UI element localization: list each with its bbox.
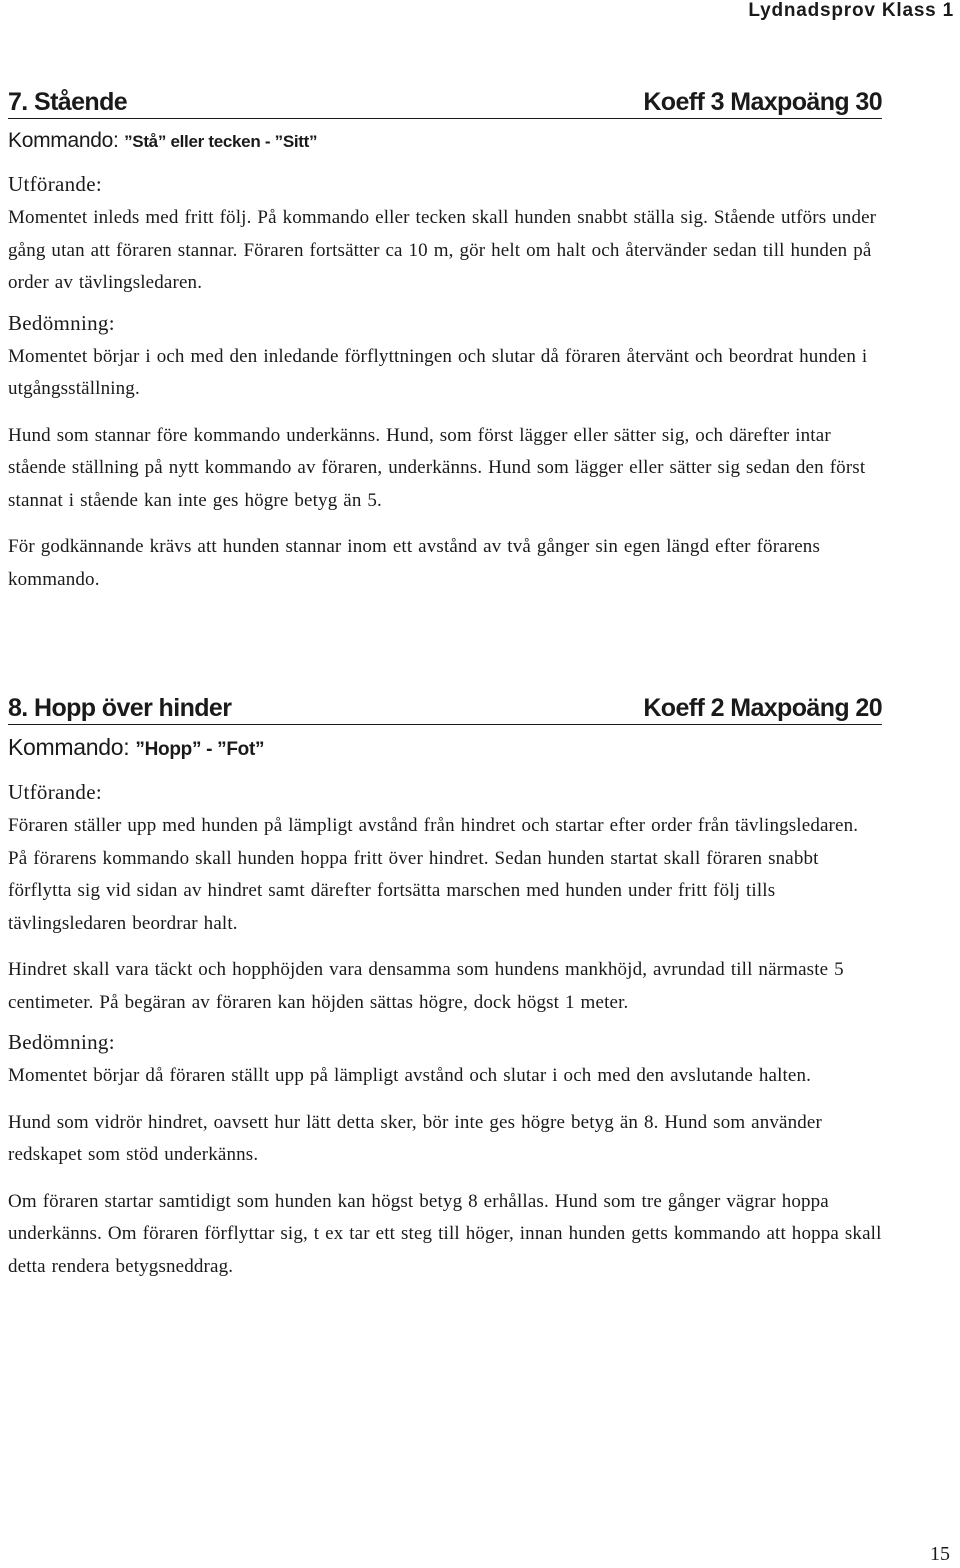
section-title: 7. Stående — [8, 88, 128, 116]
bedomning-paragraph: För godkännande krävs att hunden stannar inom ett avstånd av två gånger sin egen längd efter förarens kommando. — [8, 536, 821, 590]
command-value: ”Stå” eller tecken - ”Sitt” — [124, 132, 318, 151]
bedomning-heading: Bedömning: — [8, 1030, 115, 1054]
section-title-row — [8, 88, 882, 119]
utforande-heading: Utförande: — [8, 780, 102, 804]
section-title: 8. Hopp över hinder — [8, 694, 232, 722]
section-staende — [8, 88, 882, 596]
command-label: Kommando: — [8, 129, 119, 152]
bedomning-paragraph: Hund som vidrör hindret, oavsett hur lätt detta sker, bör inte ges högre betyg än 8. Hund som använder redskapet som stöd underkänns. — [8, 1111, 822, 1165]
utforande-paragraph: Föraren ställer upp med hunden på lämpligt avstånd från hindret och startar efter order från tävlingsledaren. På förarens kommando skall hunden hoppa fritt över hindret. Sedan hunden startat skall föraren snabbt förflytta sig vid sidan av hindret samt därefter fortsätta marschen med hunden under fritt följ tills tävlingsledaren beordrar halt. — [8, 815, 859, 934]
section-title-row — [8, 694, 882, 725]
page-number: 15 — [930, 1543, 950, 1565]
section-koeff: Koeff 3 Maxpoäng 30 — [643, 88, 882, 116]
command-row — [8, 734, 882, 763]
command-row — [8, 128, 882, 155]
bedomning-heading: Bedömning: — [8, 310, 115, 335]
bedomning-paragraph: Hund som stannar före kommando underkänns. Hund, som först lägger eller sätter sig, och därefter intar stående ställning på nytt kommando av föraren, underkänns. Hund som lägger eller sätter sig sedan den först stannat i stående kan inte ges högre betyg än 5. — [8, 424, 866, 511]
utforande-paragraph: Hindret skall vara täckt och hopphöjden vara densamma som hundens mankhöjd, avrundad till närmaste 5 centimeter. På begäran av föraren kan höjden sättas högre, dock högst 1 meter. — [8, 959, 844, 1013]
running-header: Lydnadsprov Klass 1 — [748, 0, 954, 21]
section-hopp-over-hinder — [8, 694, 882, 1283]
utforande-paragraph: Momentet inleds med fritt följ. På kommando eller tecken skall hunden snabbt ställa sig. Stående utförs under gång utan att föraren stannar. Föraren fortsätter ca 10 m, gör helt om halt och återvänder sedan till hunden på order av tävlingsledaren. — [8, 207, 877, 293]
bedomning-paragraph: Momentet börjar då föraren ställt upp på lämpligt avstånd och slutar i och med den avslutande halten. — [8, 1065, 812, 1086]
bedomning-paragraph: Momentet börjar i och med den inledande förflyttningen och slutar då föraren återvänt och beordrat hunden i utgångsställning. — [8, 345, 868, 399]
command-value: ”Hopp” - ”Fot” — [135, 739, 265, 760]
bedomning-paragraph: Om föraren startar samtidigt som hunden kan högst betyg 8 erhållas. Hund som tre gånger vägrar hoppa underkänns. Om föraren förflyttar sig, t ex tar ett steg till höger, innan hunden getts kommando att hoppa skall detta rendera betygsneddrag. — [8, 1190, 882, 1277]
utforande-heading: Utförande: — [8, 172, 102, 196]
section-koeff: Koeff 2 Maxpoäng 20 — [643, 694, 882, 722]
command-label: Kommando: — [8, 734, 130, 760]
